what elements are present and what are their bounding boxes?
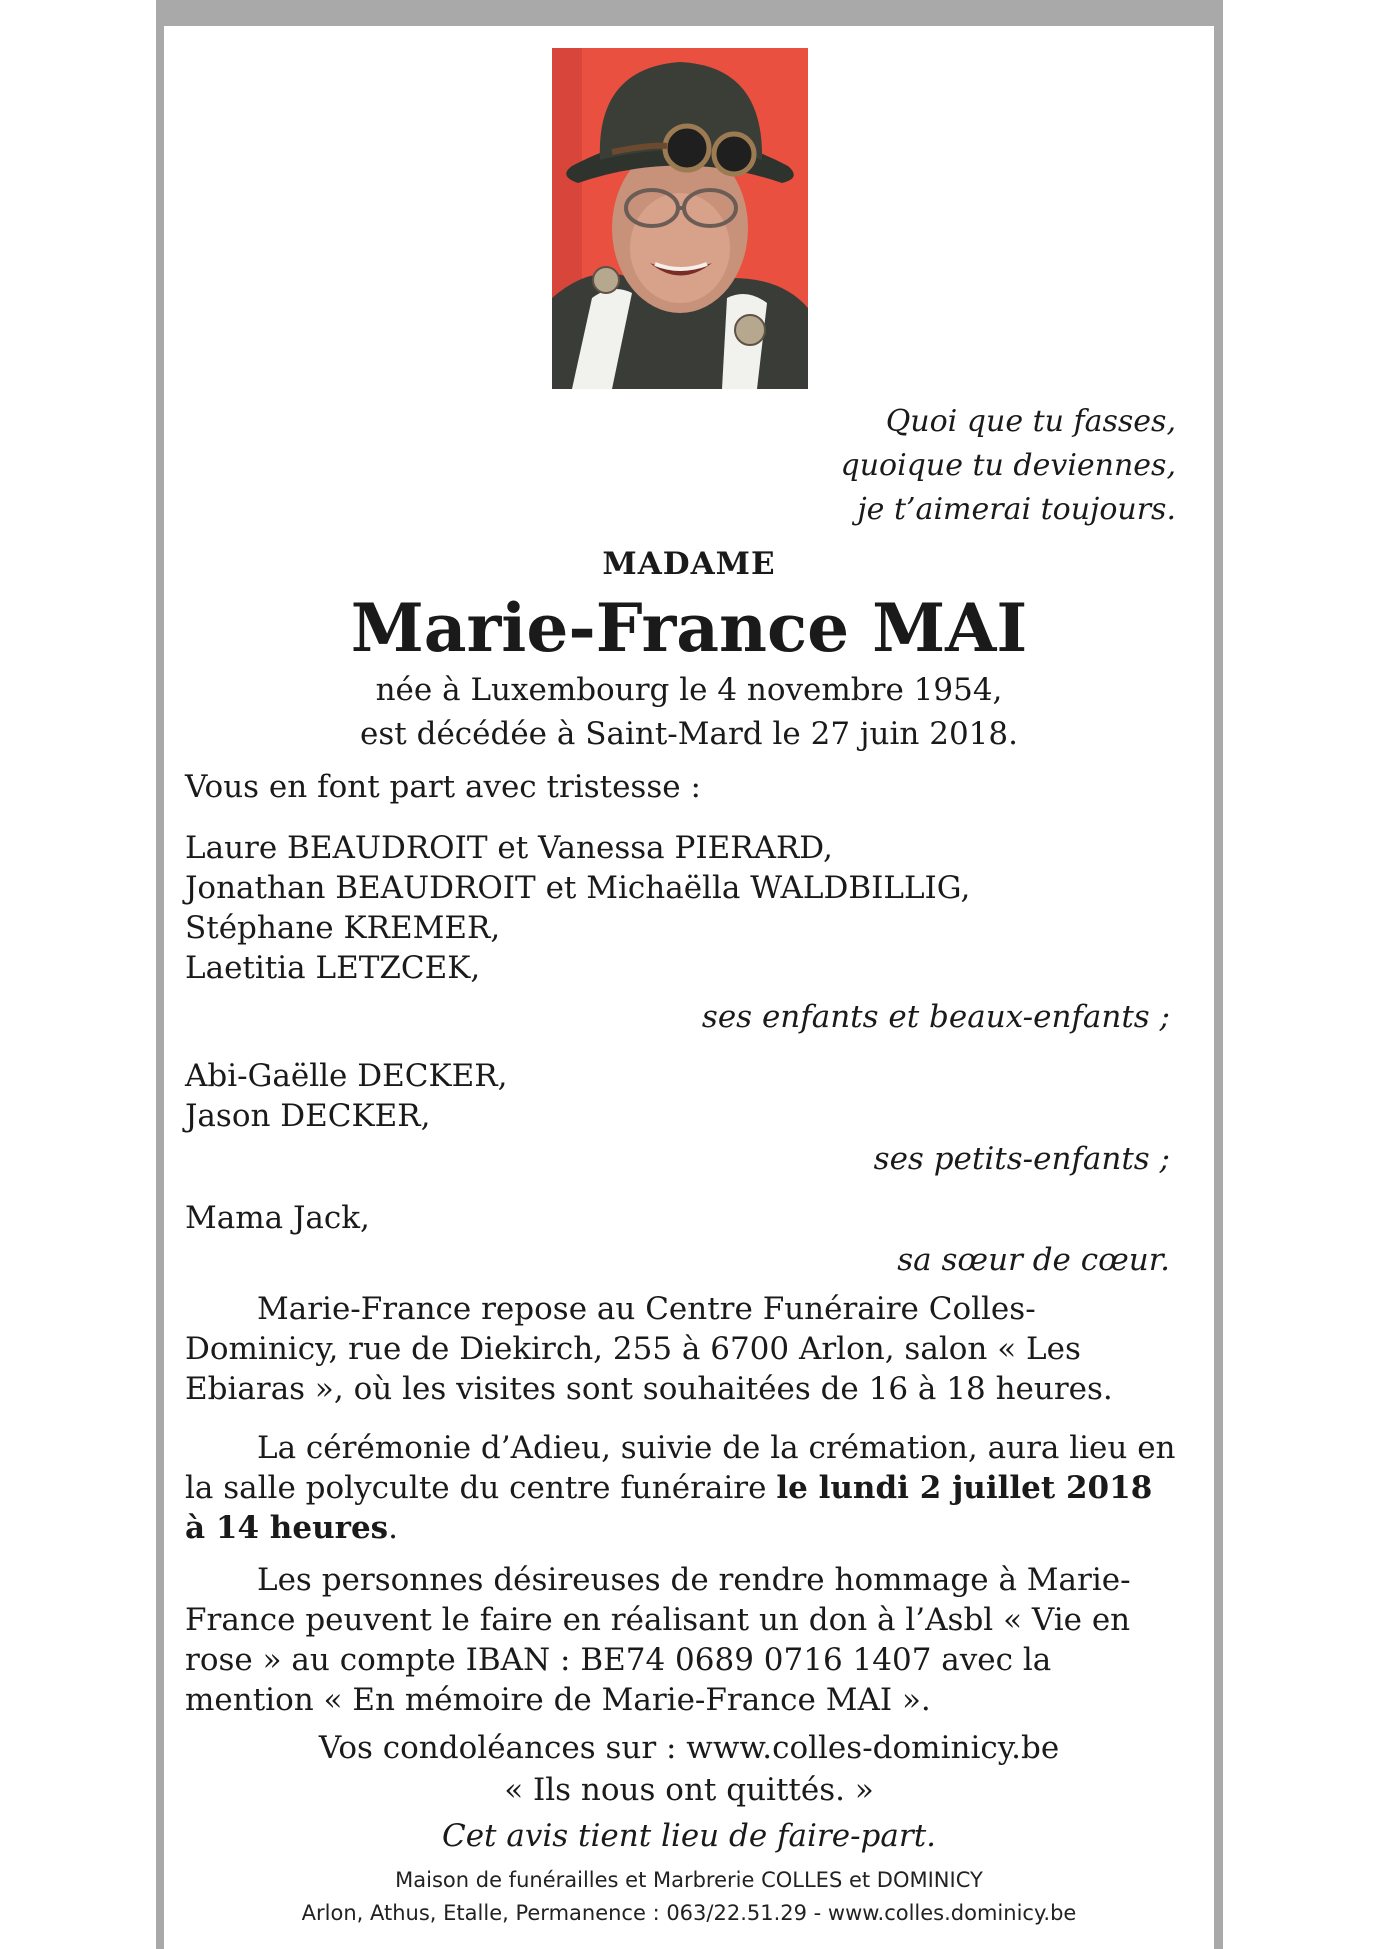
family-member: Stéphane KREMER, — [185, 910, 501, 946]
ceremony-text: La cérémonie d’Adieu, suivie de la crémation, aura lieu en la salle polyculte du centre funéraire — [185, 1430, 1176, 1506]
funeral-home-name: Maison de funérailles et Marbrerie COLLES et DOMINICY — [395, 1868, 983, 1892]
rest-paragraph — [185, 1289, 1180, 1409]
rest-text: Marie-France repose au Centre Funéraire Colles-Dominicy, rue de Diekirch, 255 à 6700 Arlon, salon « Les Ebiaras », où les visites sont souhaitées de 16 à 18 heures. — [185, 1291, 1113, 1407]
poem-line: quoique tu deviennes, — [840, 448, 1176, 483]
sister-relation: sa sœur de cœur. — [897, 1242, 1170, 1278]
sister-list — [185, 1198, 1170, 1238]
funeral-home-contact: Arlon, Athus, Etalle, Permanence : 063/22.51.29 - www.colles.dominicy.be — [301, 1901, 1077, 1925]
condolences-line: Vos condoléances sur : www.colles-dominicy.be — [318, 1730, 1060, 1766]
family-member: Jason DECKER, — [185, 1098, 431, 1134]
ceremony-end: . — [388, 1510, 398, 1546]
deceased-name: Marie-France MAI — [350, 589, 1028, 667]
birth-death-dates — [164, 668, 1214, 756]
intro-text: Vous en font part avec tristesse : — [185, 769, 701, 805]
children-relation: ses enfants et beaux-enfants ; — [701, 999, 1170, 1035]
poem-line: je t’aimerai toujours. — [857, 492, 1176, 527]
poem-quote — [676, 400, 1176, 532]
poem-line: Quoi que tu fasses, — [885, 404, 1176, 439]
donation-text: Les personnes désireuses de rendre hommage à Marie-France peuvent le faire en réalisant un don à l’Asbl « Vie en rose » au compte IBAN : BE74 0689 0716 1407 avec la mention « En mémoire de Marie-France MAI ». — [185, 1562, 1131, 1718]
quote-line: « Ils nous ont quittés. » — [504, 1772, 874, 1808]
children-list — [185, 828, 1170, 988]
honorific: MADAME — [602, 546, 776, 582]
family-member: Jonathan BEAUDROIT et Michaëlla WALDBILLIG, — [185, 870, 971, 906]
family-member: Mama Jack, — [185, 1200, 370, 1236]
notice-line: Cet avis tient lieu de faire-part. — [441, 1818, 937, 1854]
ceremony-paragraph — [185, 1428, 1180, 1548]
grandchildren-list — [185, 1056, 1170, 1136]
family-member: Laetitia LETZCEK, — [185, 950, 481, 986]
family-member: Abi-Gaëlle DECKER, — [185, 1058, 508, 1094]
family-member: Laure BEAUDROIT et Vanessa PIERARD, — [185, 830, 833, 866]
ceremony-date: le lundi 2 juillet 2018 à 14 heures — [185, 1470, 1153, 1546]
donation-paragraph — [185, 1560, 1180, 1720]
grandchildren-relation: ses petits-enfants ; — [873, 1141, 1170, 1177]
portrait-photo — [552, 48, 808, 389]
birth-line: née à Luxembourg le 4 novembre 1954, — [375, 672, 1003, 708]
death-line: est décédée à Saint-Mard le 27 juin 2018. — [360, 716, 1018, 752]
portrait-illustration — [552, 48, 808, 389]
